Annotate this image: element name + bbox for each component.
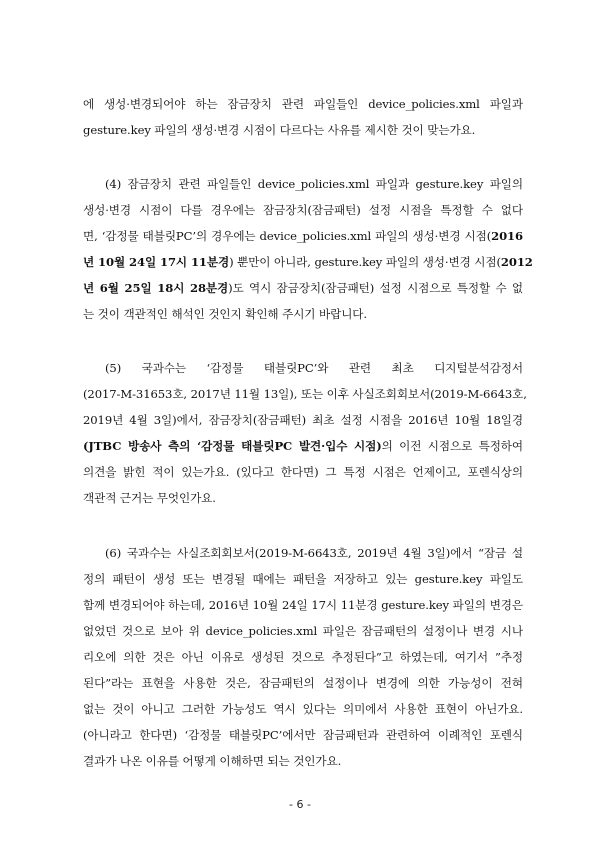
paragraph-6-line: (6) 국과수는 사실조회회보서(2019-M-6643호, 2019년 4월 3일)에서 “잠금 설 — [105, 546, 523, 560]
text-run: ) 뿐만이 아니라, gesture.key 파일의 생성·변경 시점( — [229, 255, 501, 269]
paragraph-5-line: (5) 국과수는 ‘감정물 태블릿PC’와 관련 최초 디지털분석감정서 — [105, 361, 523, 375]
bold-date: 2012 — [500, 255, 533, 269]
paragraph-4-line: (4) 잠금장치 관련 파일들인 device_policies.xml 파일과 gesture.key 파일의 — [105, 177, 523, 191]
paragraph-5-line: 2019년 4월 3일)에서, 잠금장치(잠금패턴) 최초 설정 시점을 2016년 10월 18일경 — [83, 413, 523, 427]
paragraph-6-line: 함께 변경되어야 하는데, 2016년 10월 24일 17시 11분경 gesture.key 파일의 변경은 — [83, 598, 523, 612]
paragraph-4-line — [83, 280, 523, 296]
paragraph-5-line: 의견을 밝힌 적이 있는가요. (있다고 한다면) 그 특정 시점은 언제이고, 포렌식상의 — [83, 465, 523, 479]
bold-date: 2016 — [491, 229, 523, 243]
paragraph-4-line: 생성·변경 시점이 다를 경우에는 잠금장치(잠금패턴) 설정 시점을 특정할 수 없다 — [83, 203, 523, 217]
paragraph-5-line: (2017-M-31653호, 2017년 11월 13일), 또는 이후 사실조회회보서(2019-M-6643호, — [83, 387, 527, 401]
paragraph-6-line: 없는 것이 아니고 그러한 가능성도 역시 있다는 의미에서 사용한 표현이 아닌가요. — [83, 702, 523, 716]
paragraph-5-line: 객관적 근거는 무엇인가요. — [83, 491, 216, 505]
paragraph-6-line: (아니라고 한다면) ‘감정물 태블릿PC’에서만 잠금패턴과 관련하여 이례적인 포렌식 — [83, 728, 523, 742]
bold-date: 년 6월 25일 18시 28분경 — [83, 281, 229, 295]
paragraph-4-line — [83, 228, 523, 244]
paragraph-6-line: 정의 패턴이 생성 또는 변경될 때에는 패턴을 저장하고 있는 gesture.key 파일도 — [83, 572, 523, 586]
paragraph-6-line: 결과가 나온 이유를 어떻게 이해하면 되는 것인가요. — [83, 754, 342, 768]
paragraph-4-line — [83, 254, 533, 270]
text-run: 면, ‘감정물 태블릿PC’의 경우에는 device_policies.xml 파일의 생성·변경 시점( — [83, 229, 492, 243]
page-number: - 6 - — [289, 798, 311, 811]
text-line: 에 생성·변경되어야 하는 잠금장치 관련 파일들인 device_policies.xml 파일과 — [83, 97, 523, 111]
paragraph-4-line: 는 것이 객관적인 해석인 것인지 확인해 주시기 바랍니다. — [83, 307, 367, 321]
paragraph-6-line: 리오에 의한 것은 아닌 이유로 생성된 것으로 추정된다”고 하였는데, 여기서 ”추정 — [83, 650, 523, 664]
paragraph-6-line: 된다”라는 표현을 사용한 것은, 잠금패턴의 설정이나 변경에 의한 가능성이 전혀 — [83, 676, 523, 690]
bold-date: 년 10월 24일 17시 11분경 — [83, 255, 230, 269]
text-line: gesture.key 파일의 생성·변경 시점이 다르다는 사유를 제시한 것이 맞는가요. — [83, 123, 476, 137]
bold-phrase: (JTBC 방송사 측의 ‘감정물 태블릿PC 발견·입수 시점) — [83, 439, 382, 453]
text-run: )도 역시 잠금장치(잠금패턴) 설정 시점으로 특정할 수 없 — [228, 281, 523, 295]
paragraph-6-line: 없었던 것으로 보아 위 device_policies.xml 파일은 잠금패턴의 설정이나 변경 시나 — [83, 624, 523, 638]
paragraph-5-line — [83, 438, 523, 454]
text-run: 의 이전 시점으로 특정하여 — [381, 439, 524, 453]
